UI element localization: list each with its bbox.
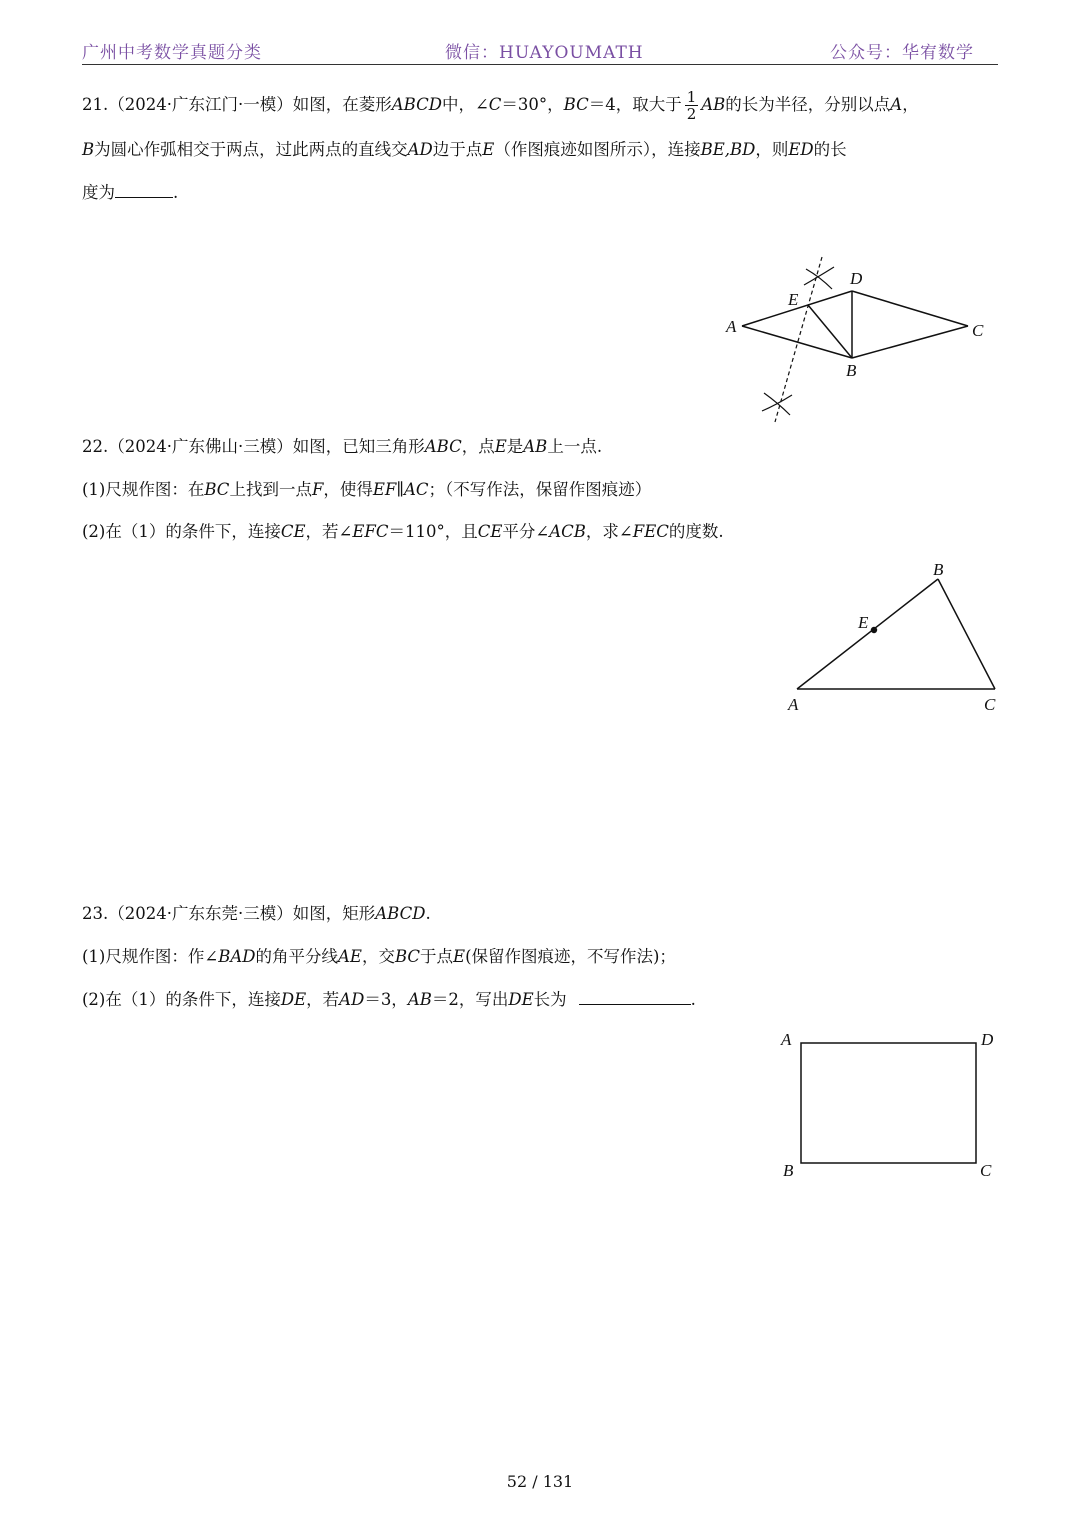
label-d: D bbox=[850, 269, 863, 288]
q22-line-3: (2)在（1）的条件下，连接CE，若∠EFC＝110°，且CE平分∠ACB，求∠FEC的度数. bbox=[82, 522, 724, 541]
q22-line-2: (1)尺规作图：在BC上找到一点F，使得EF∥AC；（不写作法，保留作图痕迹） bbox=[82, 480, 652, 499]
figure-triangle bbox=[780, 558, 1010, 718]
label-a: A bbox=[788, 695, 799, 714]
label-c: C bbox=[984, 695, 996, 714]
label-c: C bbox=[972, 321, 984, 340]
label-b: B bbox=[933, 560, 944, 579]
q23-line-2: (1)尺规作图：作∠BAD的角平分线AE，交BC于点E(保留作图痕迹，不写作法)； bbox=[82, 947, 676, 966]
rectangle-abcd bbox=[801, 1043, 976, 1163]
q21-line-2: B为圆心作弧相交于两点，过此两点的直线交AD边于点E（作图痕迹如图所示），连接BE,BD，则ED的长 bbox=[82, 140, 847, 159]
edge-ab bbox=[797, 579, 938, 689]
edge-bc bbox=[938, 579, 995, 689]
figure-rectangle bbox=[775, 1025, 1005, 1185]
answer-blank bbox=[579, 1004, 691, 1005]
header-rule bbox=[82, 64, 998, 65]
figure-rhombus bbox=[720, 255, 1000, 430]
label-e: E bbox=[858, 613, 869, 632]
answer-blank bbox=[115, 197, 173, 198]
q21-line-1: 21.（2024·广东江门·一模）如图，在菱形ABCD中，∠C＝30°，BC＝4，取大于 $\frac{1}{2}$ AB的长为半径，分别以点A， bbox=[82, 88, 919, 123]
point-e bbox=[871, 627, 877, 633]
label-b: B bbox=[783, 1161, 794, 1180]
fraction-half: $\frac{1}{2}$ bbox=[686, 88, 697, 123]
header-center: 微信：HUAYOUMATH bbox=[445, 43, 644, 63]
q23-line-1: 23.（2024·广东东莞·三模）如图，矩形ABCD. bbox=[82, 904, 431, 923]
q21-line-3: 度为 . bbox=[82, 183, 179, 202]
q23-line-3: (2)在（1）的条件下，连接DE，若AD＝3，AB＝2，写出DE长为 . bbox=[82, 990, 696, 1009]
label-a: A bbox=[726, 317, 737, 336]
page-number: 52 / 131 bbox=[506, 1472, 574, 1491]
label-d: D bbox=[981, 1030, 994, 1049]
arc-mark-top-2 bbox=[804, 267, 834, 285]
perpendicular-bisector bbox=[775, 257, 822, 422]
arc-mark-top-1 bbox=[806, 269, 832, 289]
label-a: A bbox=[781, 1030, 792, 1049]
label-c: C bbox=[980, 1161, 992, 1180]
edge-dc bbox=[852, 291, 968, 326]
label-e: E bbox=[788, 290, 799, 309]
header-left: 广州中考数学真题分类 bbox=[82, 43, 262, 63]
segment-be bbox=[808, 305, 852, 358]
edge-cb bbox=[852, 326, 968, 358]
edge-ba bbox=[742, 326, 852, 358]
label-b: B bbox=[846, 361, 857, 380]
q22-line-1: 22.（2024·广东佛山·三模）如图，已知三角形ABC，点E是AB上一点. bbox=[82, 437, 603, 456]
header-right: 公众号：华宥数学 bbox=[830, 43, 974, 63]
